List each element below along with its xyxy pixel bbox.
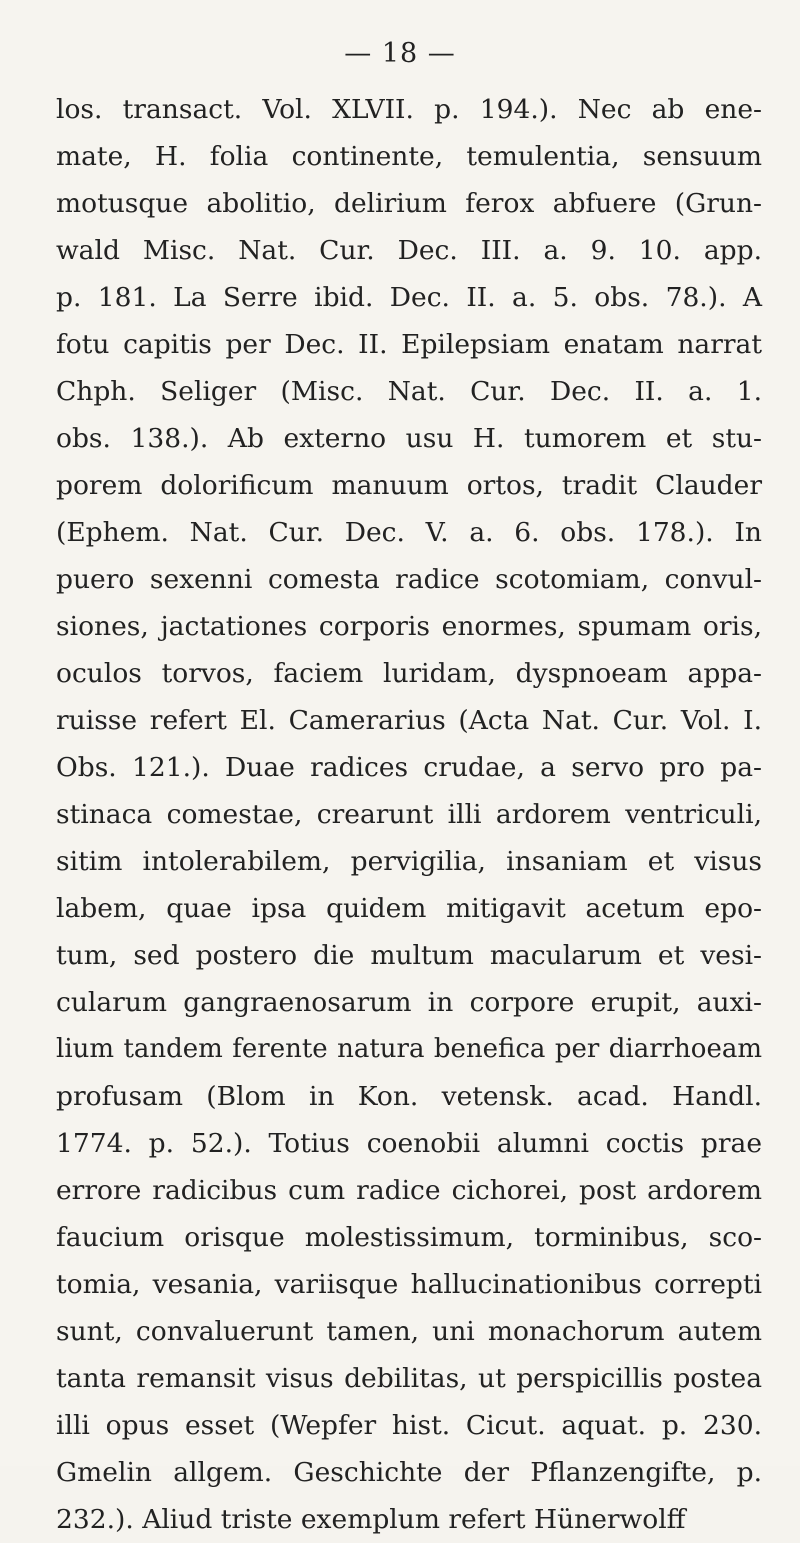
text-line-25: faucium orisque molestissimum, torminibus, sco- <box>56 1222 762 1253</box>
text-line-18: labem, quae ipsa quidem mitigavit acetum epo- <box>56 893 762 924</box>
text-line-11: puero sexenni comesta radice scotomiam, convul- <box>56 564 762 595</box>
text-line-27: sunt, convaluerunt tamen, uni monachorum autem <box>56 1316 762 1347</box>
text-line-23: 1774. p. 52.). Totius coenobii alumni coctis prae <box>56 1128 762 1159</box>
text-line-22: profusam (Blom in Kon. vetensk. acad. Handl. <box>56 1081 762 1112</box>
text-line-21: lium tandem ferente natura benefica per diarrhoeam <box>56 1034 762 1064</box>
text-line-30: Gmelin allgem. Geschichte der Pflanzengifte, p. <box>56 1457 762 1488</box>
text-line-16: stinaca comestae, crearunt illi ardorem ventriculi, <box>56 799 762 830</box>
text-line-3: motusque abolitio, delirium ferox abfuere (Grun- <box>56 188 762 219</box>
text-line-15: Obs. 121.). Duae radices crudae, a servo pro pa- <box>56 752 762 783</box>
text-line-26: tomia, vesania, variisque hallucinationibus correpti <box>56 1269 762 1300</box>
text-line-8: obs. 138.). Ab externo usu H. tumorem et stu- <box>56 423 762 454</box>
text-line-20: cularum gangraenosarum in corpore erupit, auxi- <box>56 987 762 1018</box>
text-line-19: tum, sed postero die multum macularum et vesi- <box>56 940 762 971</box>
text-line-29: illi opus esset (Wepfer hist. Cicut. aquat. p. 230. <box>56 1410 762 1441</box>
text-line-9: porem dolorificum manuum ortos, tradit Clauder <box>56 470 762 501</box>
text-line-24: errore radicibus cum radice cichorei, post ardorem <box>56 1175 762 1206</box>
text-line-1: los. transact. Vol. XLVII. p. 194.). Nec ab ene- <box>56 94 762 125</box>
body-text <box>56 86 762 1543</box>
text-line-2: mate, H. folia continente, temulentia, sensuum <box>56 141 762 172</box>
text-line-7: Chph. Seliger (Misc. Nat. Cur. Dec. II. a. 1. <box>56 376 762 407</box>
text-line-13: oculos torvos, faciem luridam, dyspnoeam appa- <box>56 658 762 689</box>
text-line-14: ruisse refert El. Camerarius (Acta Nat. Cur. Vol. I. <box>56 705 762 736</box>
text-line-10: (Ephem. Nat. Cur. Dec. V. a. 6. obs. 178.). In <box>56 517 762 548</box>
text-line-5: p. 181. La Serre ibid. Dec. II. a. 5. obs. 78.). A <box>56 282 762 313</box>
text-line-4: wald Misc. Nat. Cur. Dec. III. a. 9. 10. app. <box>56 235 762 266</box>
page-number: — 18 — <box>344 38 456 69</box>
text-line-6: fotu capitis per Dec. II. Epilepsiam enatam narrat <box>56 329 762 360</box>
text-line-12: siones, jactationes corporis enormes, spumam oris, <box>56 611 762 642</box>
text-line-28: tanta remansit visus debilitas, ut perspicillis postea <box>56 1363 762 1394</box>
text-line-31: 232.). Aliud triste exemplum refert Hünerwolff <box>56 1504 686 1535</box>
text-line-17: sitim intolerabilem, pervigilia, insaniam et visus <box>56 846 762 877</box>
